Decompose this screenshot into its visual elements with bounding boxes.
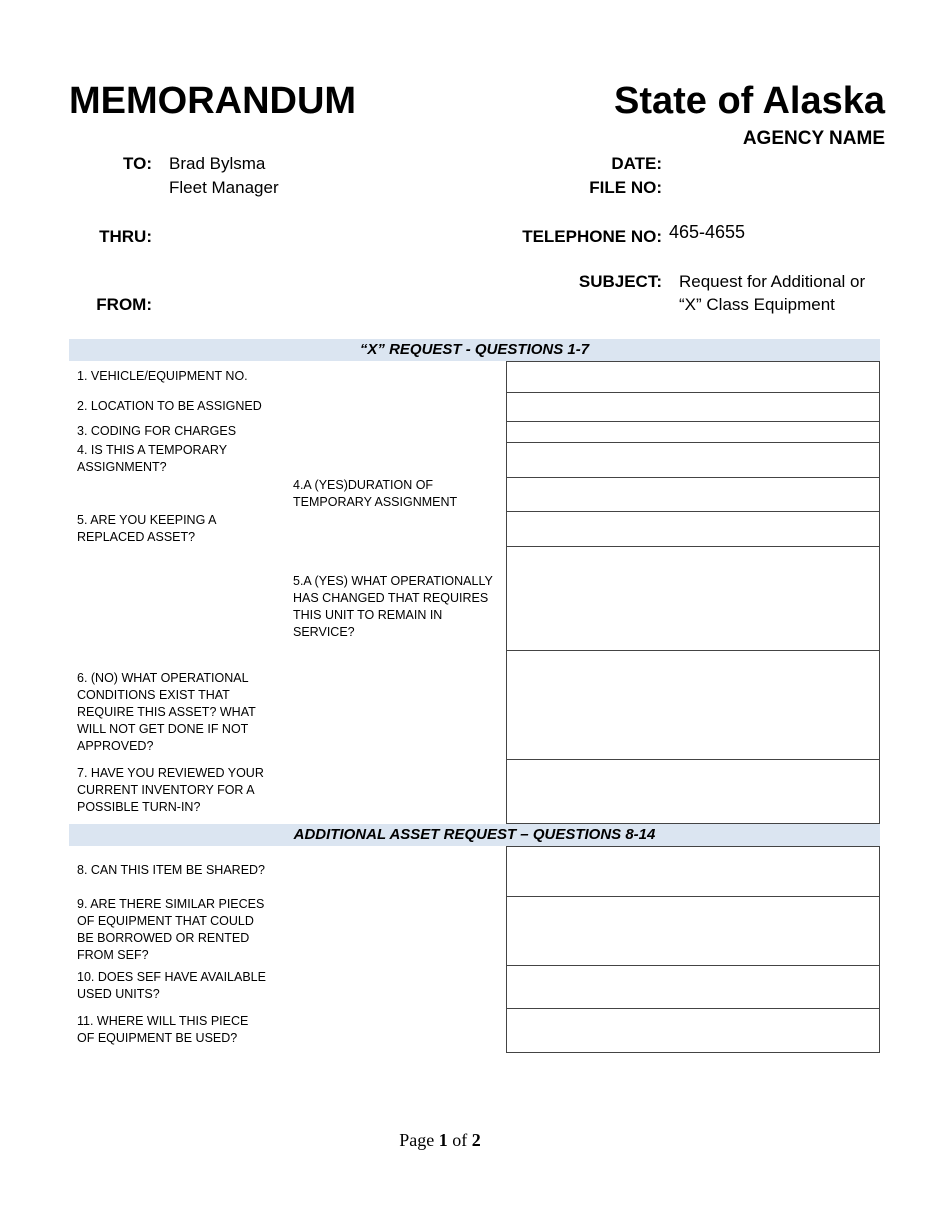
question-1: 1. VEHICLE/EQUIPMENT NO. [77, 369, 248, 383]
subject-label: SUBJECT: [578, 272, 662, 291]
answer-11-field[interactable] [506, 1008, 880, 1053]
question-5: 5. ARE YOU KEEPING A REPLACED ASSET? [77, 513, 216, 544]
question-4a: 4.A (YES)DURATION OF TEMPORARY ASSIGNMENT [293, 478, 458, 509]
page-total: 2 [471, 1130, 481, 1150]
to-name: Brad Bylsma [169, 154, 266, 173]
question-2: 2. LOCATION TO BE ASSIGNED [77, 399, 262, 413]
answer-3-field[interactable] [506, 421, 880, 443]
section-1-heading: “X” REQUEST - QUESTIONS 1-7 [69, 339, 880, 361]
question-6: 6. (NO) WHAT OPERATIONAL CONDITIONS EXIST THAT REQUIRE THIS ASSET? WHAT WILL NOT GET DONE IF NOT APPROVED? [77, 671, 256, 753]
question-10: 10. DOES SEF HAVE AVAILABLE USED UNITS? [77, 970, 266, 1001]
page-word: Page [399, 1130, 435, 1150]
subject-line-2: “X” Class Equipment [679, 295, 835, 314]
answer-9-field[interactable] [506, 896, 880, 966]
answer-4-field[interactable] [506, 442, 880, 478]
answer-7-field[interactable] [506, 759, 880, 824]
answer-1-field[interactable] [506, 361, 880, 393]
question-3: 3. CODING FOR CHARGES [77, 424, 237, 438]
question-8: 8. CAN THIS ITEM BE SHARED? [77, 863, 266, 877]
to-label: TO: [123, 154, 152, 173]
question-9: 9. ARE THERE SIMILAR PIECES OF EQUIPMENT THAT COULD BE BORROWED OR RENTED FROM SEF? [77, 897, 265, 962]
telephone-value: 465-4655 [669, 222, 746, 242]
question-11: 11. WHERE WILL THIS PIECE OF EQUIPMENT BE USED? [77, 1014, 249, 1045]
question-5a: 5.A (YES) WHAT OPERATIONALLY HAS CHANGED THAT REQUIRES THIS UNIT TO REMAIN IN SERVICE? [293, 574, 493, 639]
answer-10-field[interactable] [506, 965, 880, 1009]
from-label: FROM: [96, 295, 152, 314]
section-2-heading: ADDITIONAL ASSET REQUEST – QUESTIONS 8-14 [69, 824, 880, 846]
answer-2-field[interactable] [506, 392, 880, 422]
answer-5-field[interactable] [506, 511, 880, 547]
to-title: Fleet Manager [169, 178, 279, 197]
answer-6-field[interactable] [506, 650, 880, 760]
state-title: State of Alaska [613, 80, 885, 122]
answer-8-field[interactable] [506, 846, 880, 897]
page-number [0, 1130, 880, 1151]
question-7: 7. HAVE YOU REVIEWED YOUR CURRENT INVENTORY FOR A POSSIBLE TURN-IN? [77, 766, 264, 814]
agency-name: AGENCY NAME [742, 128, 885, 149]
subject-line-1: Request for Additional or [679, 272, 866, 291]
telephone-label: TELEPHONE NO: [522, 227, 662, 246]
question-4: 4. IS THIS A TEMPORARY ASSIGNMENT? [77, 443, 227, 474]
answer-4a-field[interactable] [506, 477, 880, 512]
date-label: DATE: [611, 154, 662, 173]
memo-title: MEMORANDUM [69, 80, 357, 122]
file-no-label: FILE NO: [589, 178, 662, 197]
page-current: 1 [438, 1130, 448, 1150]
thru-label: THRU: [99, 227, 152, 246]
of-word: of [452, 1130, 468, 1150]
answer-5a-field[interactable] [506, 546, 880, 651]
